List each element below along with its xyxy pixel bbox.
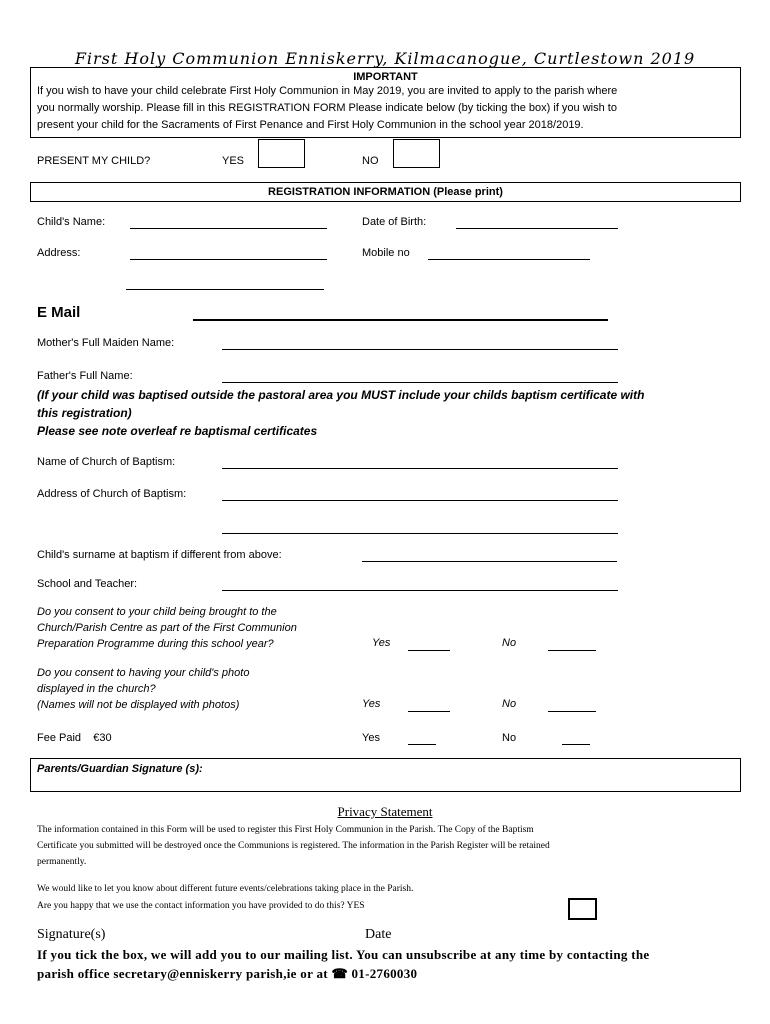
privacy-text [37,822,737,870]
child-name-label: Child's Name: [37,216,106,228]
church-address-field-1[interactable] [222,500,618,501]
fee-no-label: No [502,732,517,744]
consent-2-yes-label: Yes [362,698,381,710]
privacy-line-5: Are you happy that we use the contact information you have provided to do this? YES [37,901,365,911]
privacy-line-1: The information contained in this Form will be used to register this First Holy Communion in the Parish. The Copy of the Baptism [37,825,534,835]
consent-1-line-3: Preparation Programme during this school year? [37,638,274,650]
footer-signature-label: Signature(s) [37,927,106,942]
consent-2-line-1: Do you consent to having your child's photo [37,667,250,679]
fee-yes-field[interactable] [408,744,436,745]
church-name-field[interactable] [222,468,618,469]
fee-yes-label: Yes [362,732,380,744]
present-yes-label: YES [222,155,245,167]
school-label: School and Teacher: [37,578,138,590]
consent-2-no-label: No [502,698,517,710]
fee-label: Fee Paid €30 [37,732,112,744]
church-address-field-2[interactable] [222,533,618,534]
present-label: PRESENT MY CHILD? [37,155,151,167]
consent-2-line-3: (Names will not be displayed with photos) [37,699,240,711]
present-no-label: NO [362,155,379,167]
privacy-line-2: Certificate you submitted will be destroyed once the Communions is registered. The information in the Parish Register will be retained [37,841,550,851]
address-label: Address: [37,247,81,259]
baptism-note-line-3: Please see note overleaf re baptismal certificates [37,424,318,438]
church-name-label: Name of Church of Baptism: [37,456,176,468]
baptism-note [37,386,644,440]
important-box [30,67,741,138]
consent-1-line-1: Do you consent to your child being brought to the [37,606,277,618]
email-label: E Mail [37,304,81,321]
school-field[interactable] [222,590,618,591]
present-yes-checkbox[interactable] [258,139,305,168]
present-no-checkbox[interactable] [393,139,440,168]
signature-label: Parents/Guardian Signature (s): [37,763,203,775]
consent-1-no-label: No [502,637,517,649]
address-field-1[interactable] [130,259,327,260]
consent-2-yes-field[interactable] [408,711,450,712]
mobile-label: Mobile no [362,247,410,259]
privacy-heading: Privacy Statement [337,804,433,819]
form-title: First Holy Communion Enniskerry, Kilmacanogue, Curtlestown 2019 [74,49,696,68]
important-heading: IMPORTANT [353,71,418,83]
mailing-list-checkbox[interactable] [568,898,597,920]
important-line-1: If you wish to have your child celebrate First Holy Communion in May 2019, you are invited to apply to the parish where [37,85,618,97]
consent-2-no-field[interactable] [548,711,596,712]
child-name-field[interactable] [130,228,327,229]
mailing-note-line-2: parish office secretary@enniskerry parish,ie or at ☎ 01-2760030 [37,966,418,981]
consent-1-no-field[interactable] [548,650,596,651]
signature-box[interactable] [30,758,741,792]
consent-1-line-2: Church/Parish Centre as part of the First Communion [37,622,297,634]
mother-field[interactable] [222,349,618,350]
fee-no-field[interactable] [562,744,590,745]
registration-heading: REGISTRATION INFORMATION (Please print) [30,182,741,202]
baptism-surname-label: Child's surname at baptism if different from above: [37,549,282,561]
consent-1-yes-label: Yes [372,637,391,649]
dob-label: Date of Birth: [362,216,427,228]
important-line-3: present your child for the Sacraments of First Penance and First Holy Communion in the school year 2018/2019. [37,119,584,131]
mother-label: Mother's Full Maiden Name: [37,337,175,349]
baptism-note-line-1: (If your child was baptised outside the pastoral area you MUST include your childs baptism certificate with [37,388,645,402]
consent-2-line-2: displayed in the church? [37,683,156,695]
father-label: Father's Full Name: [37,370,133,382]
mobile-field[interactable] [428,259,590,260]
consent-1-yes-field[interactable] [408,650,450,651]
privacy-line-3: permanently. [37,857,87,867]
mailing-note-line-1: If you tick the box, we will add you to our mailing list. You can unsubscribe at any time by contacting the [37,947,650,962]
email-field[interactable] [193,319,608,321]
consent-2-question [37,665,249,713]
important-line-2: you normally worship. Please fill in this REGISTRATION FORM Please indicate below (by ticking the box) if you wish to [37,102,617,114]
dob-field[interactable] [456,228,618,229]
baptism-surname-field[interactable] [362,561,617,562]
footer-date-label: Date [365,927,392,942]
father-field[interactable] [222,382,618,383]
address-field-2[interactable] [126,289,324,290]
consent-1-question [37,604,297,652]
church-address-label: Address of Church of Baptism: [37,488,187,500]
baptism-note-line-2: this registration) [37,406,132,420]
privacy-line-4: We would like to let you know about different future events/celebrations taking place in the Parish. [37,884,414,894]
mailing-list-note [37,945,649,983]
